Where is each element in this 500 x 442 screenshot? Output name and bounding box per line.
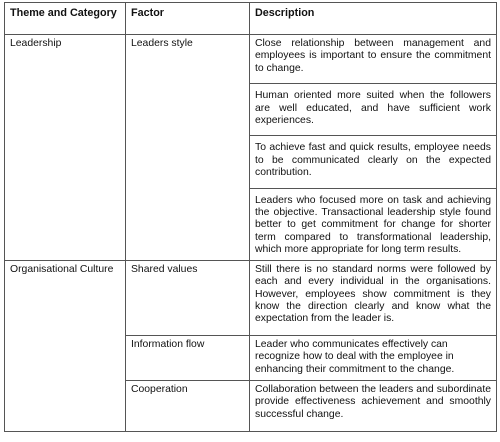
- paragraph-divider: [250, 188, 496, 189]
- description-cell: [250, 35, 497, 261]
- factor-cell: Cooperation: [126, 380, 250, 431]
- factor-cell: Information flow: [126, 335, 250, 380]
- paragraph-divider: [250, 135, 496, 136]
- header-description: Description: [250, 3, 497, 35]
- factor-cell: Leaders style: [126, 35, 250, 261]
- description-cell: [250, 260, 497, 335]
- theme-cell: Organisational Culture: [5, 260, 126, 431]
- description-paragraph: Human oriented more suited when the followers are well educated, and have sufficient work experiences.: [255, 90, 491, 127]
- header-theme: Theme and Category: [5, 3, 126, 35]
- description-paragraph: Close relationship between management and employees is important to ensure the commitment to change.: [255, 38, 491, 74]
- table-row: [5, 35, 497, 261]
- table-row: [5, 260, 497, 335]
- header-factor: Factor: [126, 3, 250, 35]
- description-paragraph: Leader who communicates effectively can recognize how to deal with the employee in enhancing their commitment to the change.: [255, 338, 455, 375]
- description-paragraph: Collaboration between the leaders and subordinate provide effectiveness achievement and smoothly successful change.: [255, 383, 491, 420]
- factor-cell: Shared values: [126, 260, 250, 335]
- description-cell: [250, 335, 497, 380]
- description-paragraph: Leaders who focused more on task and achieving the objective. Transactional leadership style found better to get commitment for change for shorter term compared to transformational leadership, which more appropriate for long term results.: [255, 194, 491, 256]
- description-cell: [250, 380, 497, 431]
- header-row: [5, 3, 497, 35]
- paragraph-divider: [250, 83, 496, 84]
- description-paragraph: Still there is no standard norms were followed by each and every individual in the organisations. However, employees show commitment is they know the direction clearly and know what the expectation from the leader is.: [255, 263, 491, 325]
- themes-table: [4, 2, 497, 432]
- description-paragraph: To achieve fast and quick results, employee needs to be communicated clearly on the expected contribution.: [255, 142, 491, 179]
- theme-cell: Leadership: [5, 35, 126, 261]
